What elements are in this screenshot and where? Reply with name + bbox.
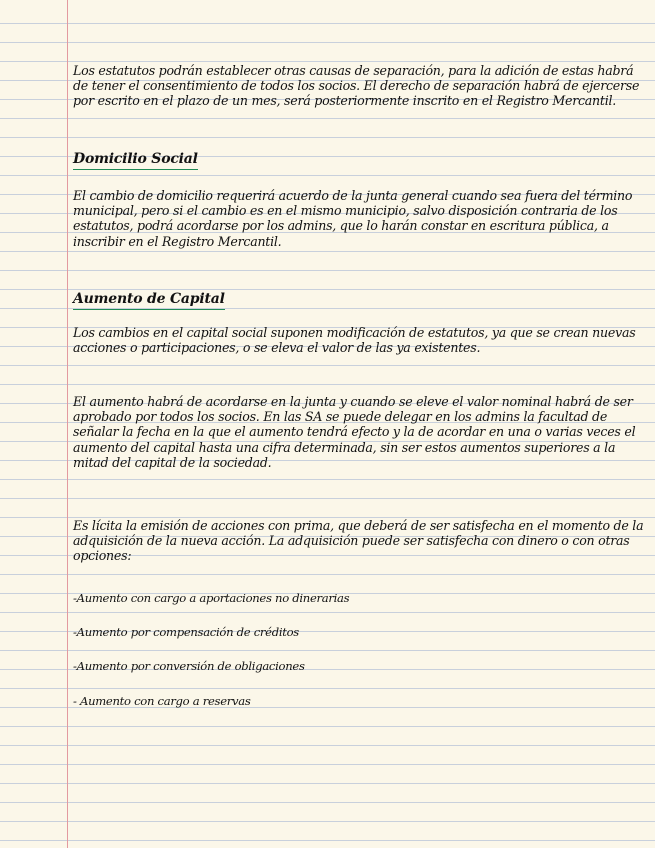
list-item: -Aumento por conversión de obligaciones — [73, 659, 305, 673]
page-margin-line — [67, 0, 68, 848]
paragraph-cambios-capital: Los cambios en el capital social suponen modificación de estatutos, ya que se crean nuevas acciones o participaciones, o se eleva el valor de las ya existentes. — [73, 325, 636, 356]
paragraph-prima: Es lícita la emisión de acciones con prima, que deberá de ser satisfecha en el momento de la adquisición de la nueva acción. La adquisición puede ser satisfecha con dinero o con otras opciones: — [73, 518, 644, 564]
list-item: -Aumento con cargo a aportaciones no dinerarias — [73, 591, 350, 605]
paragraph-aumento-junta: El aumento habrá de acordarse en la junta y cuando se eleve el valor nominal habrá de ser aprobado por todos los socios. En las SA se puede delegar en los admins la facultad de señalar la fecha en la que el aumento tendrá efecto y la de acordar en una o varias veces el aumento del capital hasta una cifra determinada, sin ser estos aumentos superiores a la mitad del capital de la sociedad. — [73, 394, 636, 470]
list-item: - Aumento con cargo a reservas — [73, 694, 251, 708]
list-item: -Aumento por compensación de créditos — [73, 625, 299, 639]
heading-aumento-capital: Aumento de Capital — [73, 291, 225, 310]
heading-domicilio-social: Domicilio Social — [73, 151, 198, 170]
paragraph-separacion: Los estatutos podrán establecer otras causas de separación, para la adición de estas habrá de tener el consentimiento de todos los socios. El derecho de separación habrá de ejercerse por escrito en el plazo de un mes, será posteriormente inscrito en el Registro Mercantil. — [73, 63, 640, 109]
paragraph-domicilio: El cambio de domicilio requerirá acuerdo de la junta general cuando sea fuera del término municipal, pero si el cambio es en el mismo municipio, salvo disposición contraria de los estatutos, podrá acordarse por los admins, que lo harán constar en escritura pública, a inscribir en el Registro Mercantil. — [73, 188, 633, 249]
